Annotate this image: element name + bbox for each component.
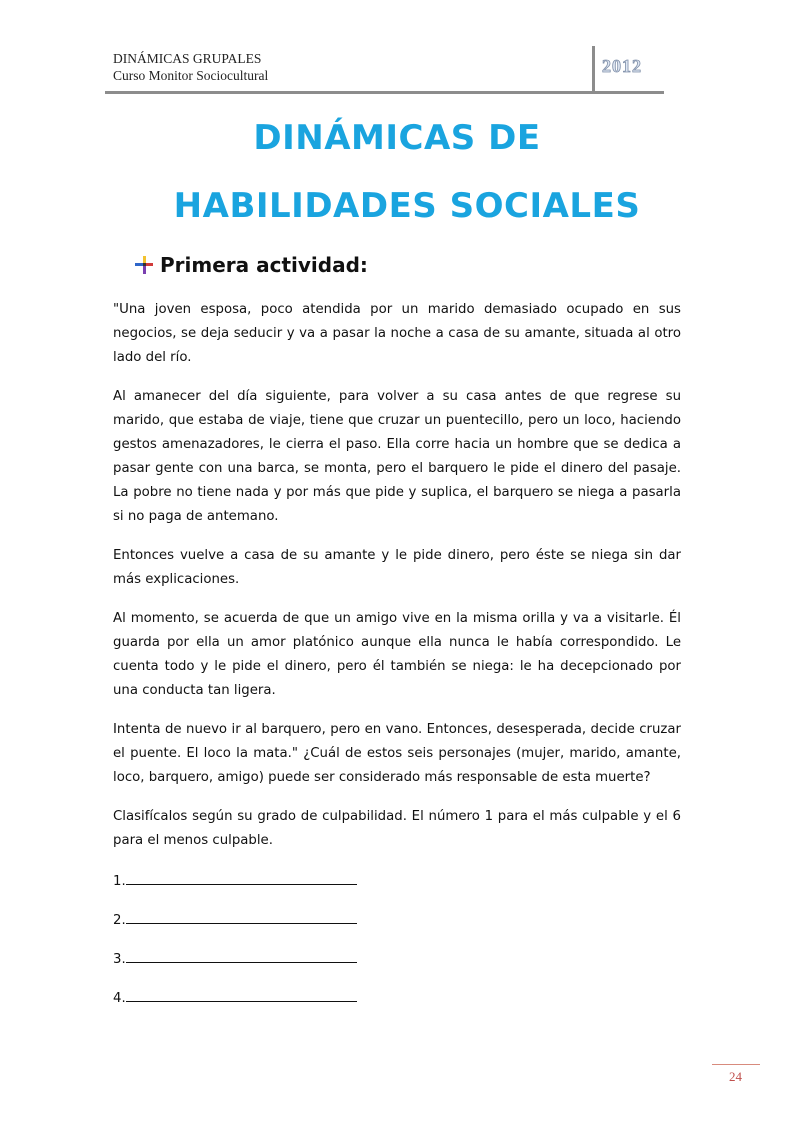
answer-line[interactable]: [126, 946, 357, 963]
answer-number: 4.: [113, 991, 126, 1006]
answer-number: 1.: [113, 874, 126, 889]
footer-divider: [712, 1064, 760, 1065]
header-divider-vertical: [592, 46, 595, 93]
paragraph: Al momento, se acuerda de que un amigo vive en la misma orilla y va a visitarle. Él guarda por ella un amor platónico aunque ella nunca le había correspondido. Le cuenta todo y le pide el dinero, pero él también se niega: le ha decepcionado por una conducta tan ligera.: [113, 611, 681, 698]
answer-number: 2.: [113, 913, 126, 928]
body-text: [113, 298, 681, 1024]
answer-blank-3[interactable]: [113, 946, 681, 972]
header-year: 2012: [602, 56, 642, 76]
page-title-line-1: DINÁMICAS DE: [253, 118, 541, 158]
paragraph: Entonces vuelve a casa de su amante y le pide dinero, pero éste se niega sin dar más explicaciones.: [113, 548, 681, 587]
answer-number: 3.: [113, 952, 126, 967]
paragraph: Clasifícalos según su grado de culpabilidad. El número 1 para el más culpable y el 6 para el menos culpable.: [113, 809, 681, 848]
answer-line[interactable]: [126, 907, 357, 924]
page-number: 24: [729, 1069, 742, 1084]
answer-line[interactable]: [126, 868, 357, 885]
paragraph: Al amanecer del día siguiente, para volver a su casa antes de que regrese su marido, que estaba de viaje, tiene que cruzar un puentecillo, pero un loco, haciendo gestos amenazadores, le cierra el paso. Ella corre hacia un hombre que se dedica a pasar gente con una barca, se monta, pero el barquero le pide el dinero del pasaje. La pobre no tiene nada y por más que pide y suplica, el barquero se niega a pasarla si no paga de antemano.: [113, 389, 681, 524]
paragraph: "Una joven esposa, poco atendida por un marido demasiado ocupado en sus negocios, se deja seducir y va a pasar la noche a casa de su amante, situada al otro lado del río.: [113, 302, 681, 365]
header-divider-horizontal: [105, 91, 664, 94]
section-heading-text: Primera actividad:: [160, 253, 368, 277]
section-heading: [134, 253, 368, 277]
answer-blank-2[interactable]: [113, 907, 681, 933]
paragraph: Intenta de nuevo ir al barquero, pero en vano. Entonces, desesperada, decide cruzar el puente. El loco la mata." ¿Cuál de estos seis personajes (mujer, marido, amante, loco, barquero, amigo) puede ser considerado más responsable de esta muerte?: [113, 722, 681, 785]
answer-blank-1[interactable]: [113, 868, 681, 894]
answer-blank-4[interactable]: [113, 985, 681, 1011]
header-subtitle: Curso Monitor Sociocultural: [113, 68, 269, 83]
page-title-line-2: HABILIDADES SOCIALES: [173, 186, 641, 226]
colored-cross-bullet-icon: [134, 255, 154, 275]
header-title: DINÁMICAS GRUPALES: [113, 51, 262, 66]
answer-line[interactable]: [126, 985, 357, 1002]
header-text: [113, 50, 268, 84]
